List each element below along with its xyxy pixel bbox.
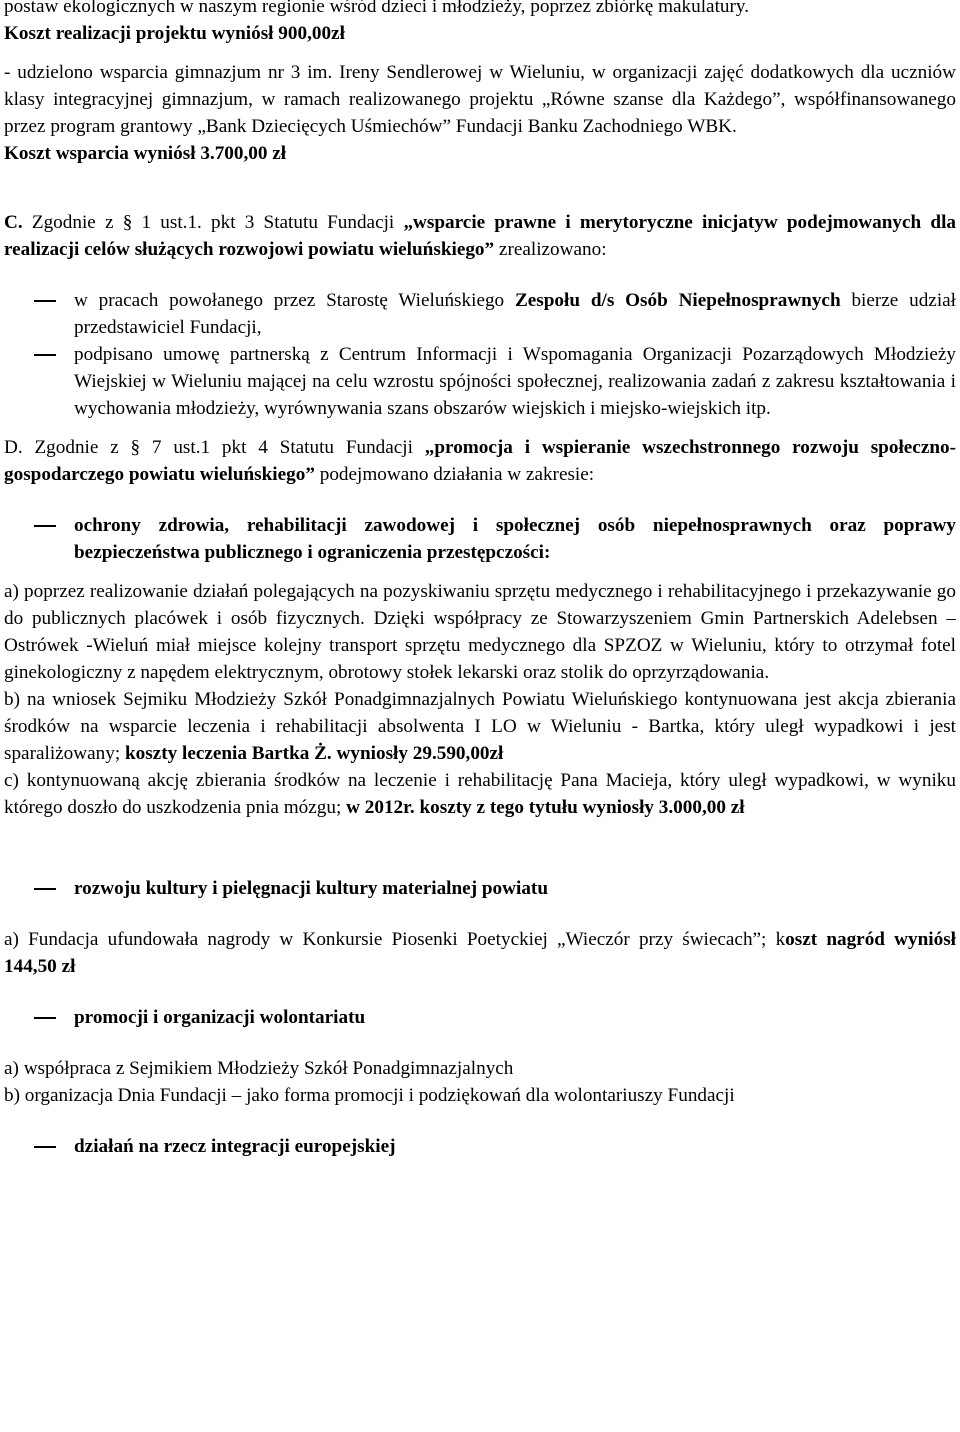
section-c-item-2: podpisano umowę partnerską z Centrum Informacji i Wspomagania Organizacji Pozarządowych Młodzieży Wiejskiej w Wieluniu mającej na celu wzrostu spójności społecznej, realizowania zadań z zakresu kształtowania i wychowania młodzieży, wyrównywania szans obszarów wiejskich i miejsko-wiejskich itp. xyxy=(4,341,956,422)
dash-bullet xyxy=(34,300,56,302)
section-c-intro: C. Zgodnie z § 1 ust.1. pkt 3 Statutu Fundacji „wsparcie prawne i merytoryczne inicjatyw podejmowanych dla realizacji celów służących rozwojowi powiatu wieluńskiego” zrealizowano: xyxy=(4,212,956,260)
document-page xyxy=(4,0,956,1160)
dash-bullet xyxy=(34,1017,56,1019)
health-heading: ochrony zdrowia, rehabilitacji zawodowej i społecznej osób niepełnosprawnych oraz poprawy bezpieczeństwa publicznego i ograniczenia przestępczości: xyxy=(4,512,956,566)
dash-bullet xyxy=(34,1146,56,1148)
dash-bullet xyxy=(34,354,56,356)
volunteer-heading: promocji i organizacji wolontariatu xyxy=(4,1004,956,1031)
support-cost: Koszt wsparcia wyniósł 3.700,00 zł xyxy=(4,143,287,164)
culture-heading: rozwoju kultury i pielęgnacji kultury materialnej powiatu xyxy=(4,875,956,902)
dash-bullet xyxy=(34,888,56,890)
section-c-item-1: w pracach powołanego przez Starostę Wieluńskiego Zespołu d/s Osób Niepełnosprawnych bierze udział przedstawiciel Fundacji, xyxy=(4,287,956,341)
health-item-a: a) poprzez realizowanie działań polegających na pozyskiwaniu sprzętu medycznego i rehabilitacyjnego i przekazywanie go do publicznych placówek i osób fizycznych. Dzięki współpracy ze Stowarzyszeniem Gmin Partnerskich Adelebsen – Ostrówek -Wieluń miał miejsce kolejny transport sprzętu medycznego dla SPZOZ w Wieluniu, który to otrzymał fotel ginekologiczny z napędem elektrycznym, obrotowy stołek lekarski oraz stolik do oprzyrządowania. xyxy=(4,581,956,683)
volunteer-item-b: b) organizacja Dnia Fundacji – jako forma promocji i podziękowań dla wolontariuszy Fundacji xyxy=(4,1085,735,1106)
intro-line: postaw ekologicznych w naszym regionie wśród dzieci i młodzieży, poprzez zbiórkę makulatury. xyxy=(4,0,750,17)
intro-cost: Koszt realizacji projektu wyniósł 900,00zł xyxy=(4,23,345,44)
health-item-c: c) kontynuowaną akcję zbierania środków na leczenie i rehabilitację Pana Macieja, który uległ wypadkowi, w wyniku którego doszło do uszkodzenia pnia mózgu; w 2012r. koszty z tego tytułu wyniosły 3.000,00 zł xyxy=(4,770,956,818)
europe-heading: działań na rzecz integracji europejskiej xyxy=(4,1133,956,1160)
dash-bullet xyxy=(34,525,56,527)
volunteer-item-a: a) współpraca z Sejmikiem Młodzieży Szkół Ponadgimnazjalnych xyxy=(4,1058,514,1079)
culture-item-a: a) Fundacja ufundowała nagrody w Konkursie Piosenki Poetyckiej „Wieczór przy świecach”; koszt nagród wyniósł 144,50 zł xyxy=(4,929,956,977)
section-d-intro: D. Zgodnie z § 7 ust.1 pkt 4 Statutu Fundacji „promocja i wspieranie wszechstronnego rozwoju społeczno-gospodarczego powiatu wieluńskiego” podejmowano działania w zakresie: xyxy=(4,437,956,485)
support-item: - udzielono wsparcia gimnazjum nr 3 im. Ireny Sendlerowej w Wieluniu, w organizacji zajęć dodatkowych dla uczniów klasy integracyjnej gimnazjum, w ramach realizowanego projektu „Równe szanse dla Każdego”, współfinansowanego przez program grantowy „Bank Dziecięcych Uśmiechów” Fundacji Banku Zachodniego WBK. xyxy=(4,62,956,137)
health-item-b: b) na wniosek Sejmiku Młodzieży Szkół Ponadgimnazjalnych Powiatu Wieluńskiego kontynuowana jest akcja zbierania środków na wsparcie leczenia i rehabilitacji absolwenta I LO w Wieluniu - Bartka, który uległ wypadkowi i jest sparaliżowany; koszty leczenia Bartka Ż. wyniosły 29.590,00zł xyxy=(4,689,956,764)
